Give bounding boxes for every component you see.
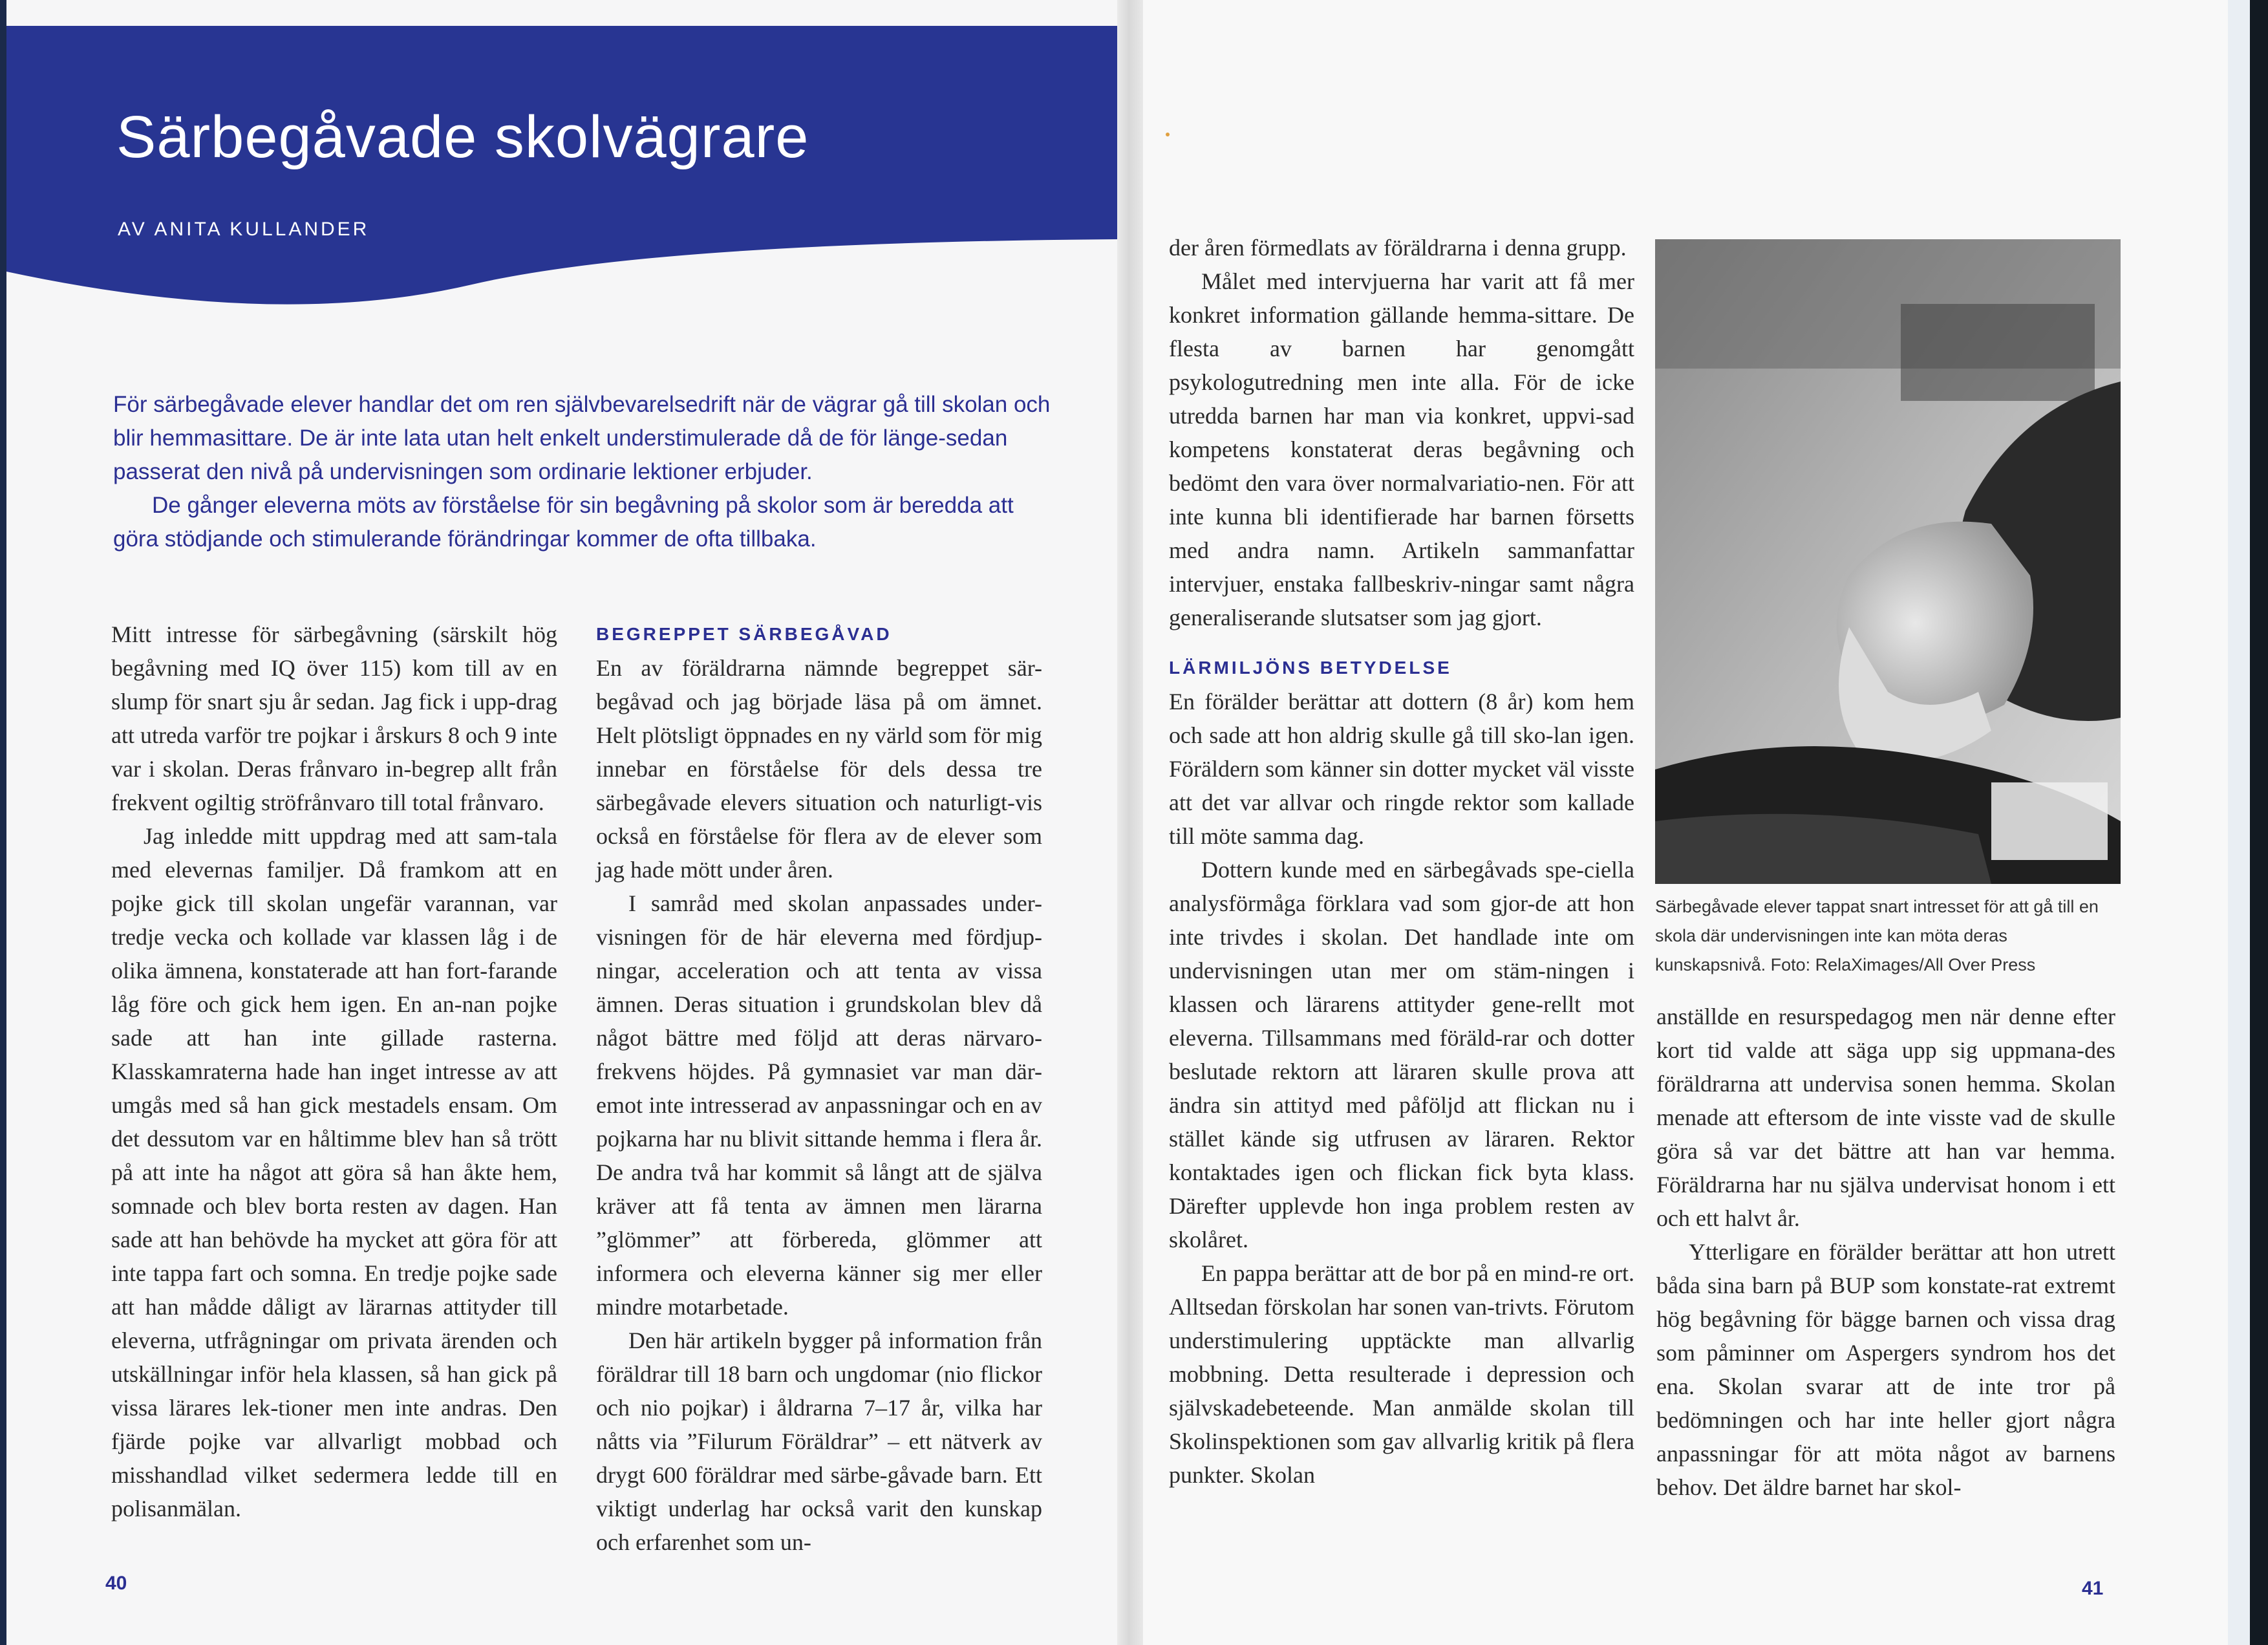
- body-paragraph: En pappa berättar att de bor på en mind-re ort. Alltsedan förskolan har sonen van-trivts. Förutom understimulering upptäckte man allvarlig mobbning. Detta resulterade i depression och självskadebeteende. Man anmälde skolan till Skolinspektionen som gav allvarlig kritik på flera punkter. Skolan: [1169, 1260, 1634, 1488]
- body-paragraph: En förälder berättar att dottern (8 år) kom hem och sade att hon aldrig skulle gå till sko-lan igen. Föräldern som känner sin dotter mycket väl visste att det var allvar och ringde rektor som kallade till möte samma dag.: [1169, 689, 1634, 849]
- ingress-paragraph: De gånger eleverna möts av förståelse för sin begåvning på skolor som är beredda att göra stödjande och stimulerande förändringar kommer de ofta tillbaka.: [113, 493, 1014, 552]
- photo-caption: Särbegåvade elever tappat snart intresset för att gå till en skola där undervisningen inte kan möta deras kunskapsnivå. Foto: RelaXimages/All Over Press: [1655, 897, 2099, 974]
- page-number-right: 41: [2082, 1578, 2104, 1599]
- binding-gutter: [1117, 0, 1143, 1645]
- body-paragraph: Mitt intresse för särbegåvning (särskilt hög begåvning med IQ över 115) kom till av en slump för snart sju år sedan. Jag fick i upp-drag att utreda varför tre pojkar i årskurs 8 och 9 inte var i skolan. Deras frånvaro in-begrep allt från frekvent ogiltig ströfrånvaro till total frånvaro.: [111, 621, 557, 815]
- body-paragraph: Ytterligare en förälder berättar att hon utrett båda sina barn på BUP som konstate-rat extremt hög begåvning för bägge barnen och vissa drag som påminner om Aspergers syndrom hos det ena. Skolan svarar att de inte tror på bedömningen och har inte heller gjort några anpassningar för att möta något av barnens behov. Det äldre barnet har skol-: [1656, 1239, 2115, 1500]
- print-speck: [1166, 133, 1170, 136]
- body-paragraph: Målet med intervjuerna har varit att få mer konkret information gällande hemma-sittare. De flesta av barnen har genomgått psykologutredning men inte alla. För de icke utredda barnen har man via konkret, uppvi-sad kompetens konstaterat deras begåvning och bedömt den vara över normalvariatio-nen. För att inte kunna bli identifierade har barnen försetts med andra namn. Artikeln sammanfattar intervjuer, enstaka fallbeskriv-ningar samt några generaliserande slutsatser som jag gjort.: [1169, 268, 1634, 630]
- text-column-4: [1656, 1000, 2115, 1504]
- text-column-3: [1169, 231, 1634, 1492]
- sleeping-girl-photo: [1655, 239, 2121, 884]
- body-paragraph: Dottern kunde med en särbegåvads spe-ciella analysförmåga förklara vad som gjor-de att hon inte trivdes i skolan. Det handlade inte om undervisningen utan mer om stäm-ningen i klassen och lärarens attityder gene-rellt mot eleverna. Tillsammans med föräld-rar och dotter beslutade rektorn att läraren skulle prova att ändra sin attityd med påföljd att flickan nu i stället kände sig utfrusen av läraren. Rektor kontaktades igen och flickan fick byta klass. Därefter upplevde hon inga problem resten av skolåret.: [1169, 857, 1634, 1253]
- section-heading: BEGREPPET SÄRBEGÅVAD: [596, 624, 892, 644]
- page-edge-right-light: [2228, 0, 2250, 1645]
- section-heading: LÄRMILJÖNS BETYDELSE: [1169, 658, 1452, 678]
- body-paragraph: En av föräldrarna nämnde begreppet sär-begåvad och jag började läsa på om ämnet. Helt plötsligt öppnades en ny värld som för mig innebar en förståelse för dels dessa tre särbegåvade elevers situation och naturligt-vis också en förståelse för flera av de elever som jag hade mött under åren.: [596, 655, 1042, 883]
- page-edge-left: [0, 0, 6, 1645]
- text-column-2: [596, 618, 1042, 1559]
- text-column-1: [111, 618, 557, 1525]
- body-paragraph: I samråd med skolan anpassades under-visningen för de här eleverna med fördjup-ningar, acceleration och att tenta av vissa ämnen. Deras situation i grundskolan blev då något bättre med följd att deras närvaro-frekvens höjdes. På gymnasiet var man där-emot inte intresserad av anpassningar och en av pojkarna har nu blivit sittande hemma i flera år. De andra två har kommit så långt att de själva kräver att få tenta av ämnen men lärarna ”glömmer” att förbereda, glömmer att informera och eleverna känner sig mer eller mindre motarbetade.: [596, 890, 1042, 1320]
- page-number-left: 40: [105, 1573, 127, 1594]
- author-byline: AV ANITA KULLANDER: [118, 219, 370, 240]
- body-paragraph: Den här artikeln bygger på information från föräldrar till 18 barn och ungdomar (nio flickor och nio pojkar) i åldrarna 7–17 år, vilka har nåtts via ”Filurum Föräldrar” – ett nätverk av drygt 600 föräldrar med särbe-gåvade barn. Ett viktigt underlag har också varit den kunskap och erfarenhet som un-: [596, 1328, 1042, 1555]
- article-ingress: [113, 388, 1057, 556]
- body-paragraph: anställde en resurspedagog men när denne efter kort tid valde att säga upp sig uppmana-des föräldrarna att undervisa sonen hemma. Skolan menade att eftersom de inte visste vad de skulle göra så var det bättre att han var hemma. Föräldrarna har nu själva undervisat honom i ett och ett halvt år.: [1656, 1004, 2115, 1231]
- page-edge-right: [2250, 0, 2268, 1645]
- article-title: Särbegåvade skolvägrare: [116, 104, 809, 170]
- ingress-paragraph: För särbegåvade elever handlar det om ren självbevarelsedrift när de vägrar gå till skolan och blir hemmasittare. De är inte lata utan helt enkelt understimulerade då de för länge-sedan passerat den nivå på undervisningen som ordinarie lektioner erbjuder.: [113, 392, 1051, 484]
- body-paragraph: der åren förmedlats av föräldrarna i denna grupp.: [1169, 235, 1627, 261]
- body-paragraph: Jag inledde mitt uppdrag med att sam-tala med elevernas familjer. Då framkom att en pojke gick till skolan ungefär varannan, var tredje vecka och kollade var klassen låg i de olika ämnena, konstaterade att han fort-farande låg före och gick hem igen. En an-nan pojke sade att han inte gillade rasterna. Klasskamraterna hade han inget intresse av att umgås med så han gick mestadels ensam. Om det dessutom var en håltimme blev han så trött på att inte ha något att göra så han åkte hem, somnade och blev borta resten av dagen. Han sade att han behövde ha mycket att göra för att inte tappa fart och somna. En tredje pojke sade att han mådde dåligt av lärarnas attityder till eleverna, utfrågningar om privata ärenden och utskällningar inför hela klassen, så han gick på vissa lärares lek-tioner men inte andras. Den fjärde pojke var allvarligt mobbad och misshandlad vilket sedermera ledde till en polisanmälan.: [111, 823, 557, 1521]
